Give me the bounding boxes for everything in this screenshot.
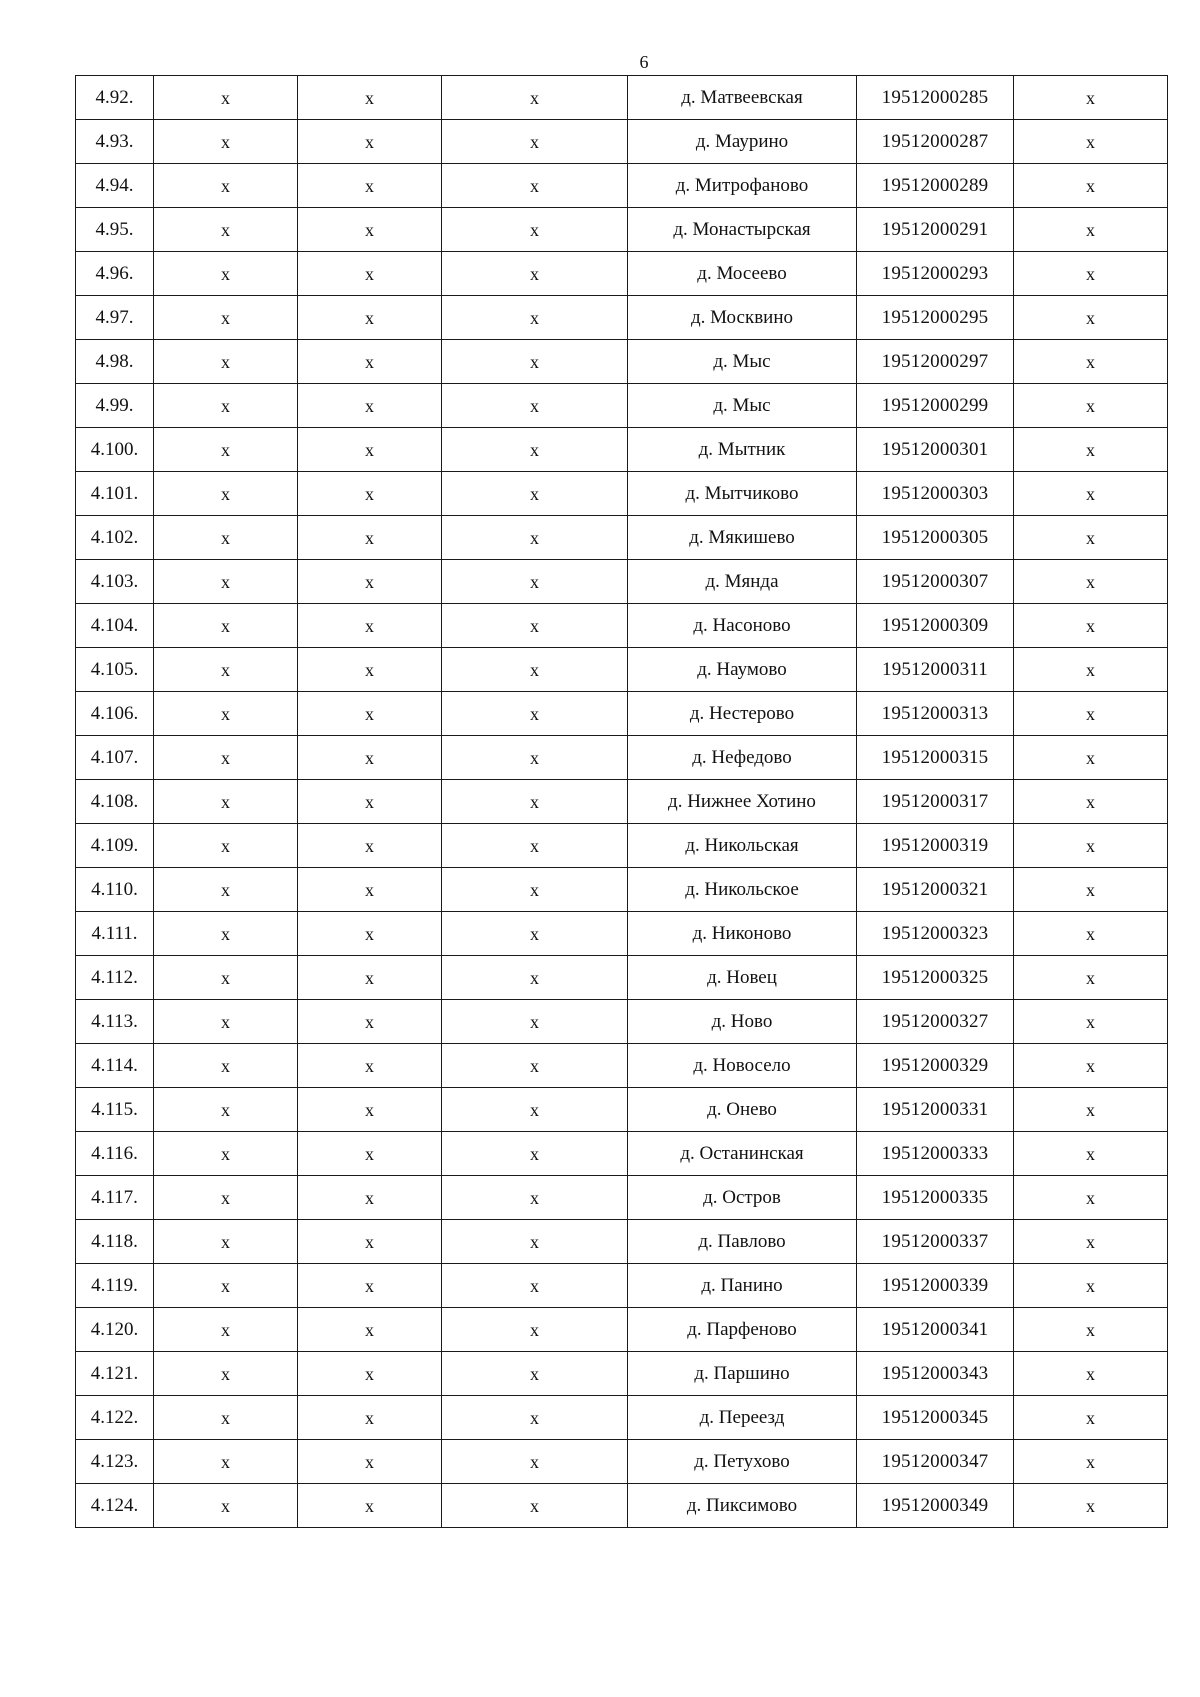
settlement-name-cell: д. Матвеевская (628, 76, 857, 120)
settlement-name-cell: д. Митрофаново (628, 164, 857, 208)
oktmo-code-cell: 19512000301 (857, 428, 1014, 472)
settlement-name-cell: д. Мянда (628, 560, 857, 604)
table-row (76, 604, 1168, 648)
table-row (76, 1044, 1168, 1088)
settlement-name-cell: д. Парфеново (628, 1308, 857, 1352)
row-number-cell: 4.102. (76, 516, 154, 560)
column-4-cell: х (442, 120, 628, 164)
table-row (76, 1440, 1168, 1484)
row-number-cell: 4.107. (76, 736, 154, 780)
column-2-cell: х (154, 384, 298, 428)
table-row (76, 1132, 1168, 1176)
table-row (76, 472, 1168, 516)
table-row (76, 560, 1168, 604)
column-4-cell: х (442, 1176, 628, 1220)
column-3-cell: х (298, 384, 442, 428)
column-2-cell: х (154, 1264, 298, 1308)
row-number-cell: 4.120. (76, 1308, 154, 1352)
oktmo-code-cell: 19512000327 (857, 1000, 1014, 1044)
table-row (76, 780, 1168, 824)
column-7-cell: х (1014, 296, 1168, 340)
oktmo-code-cell: 19512000295 (857, 296, 1014, 340)
column-2-cell: х (154, 604, 298, 648)
column-2-cell: х (154, 824, 298, 868)
table-row (76, 1308, 1168, 1352)
column-7-cell: х (1014, 1000, 1168, 1044)
row-number-cell: 4.124. (76, 1484, 154, 1528)
column-4-cell: х (442, 1132, 628, 1176)
column-7-cell: х (1014, 868, 1168, 912)
column-4-cell: х (442, 956, 628, 1000)
column-4-cell: х (442, 1088, 628, 1132)
column-7-cell: х (1014, 1396, 1168, 1440)
oktmo-code-cell: 19512000289 (857, 164, 1014, 208)
column-3-cell: х (298, 340, 442, 384)
table-row (76, 1220, 1168, 1264)
settlements-table (75, 75, 1168, 1528)
column-3-cell: х (298, 868, 442, 912)
column-4-cell: х (442, 384, 628, 428)
table-row (76, 1352, 1168, 1396)
column-7-cell: х (1014, 648, 1168, 692)
oktmo-code-cell: 19512000317 (857, 780, 1014, 824)
column-3-cell: х (298, 824, 442, 868)
row-number-cell: 4.94. (76, 164, 154, 208)
column-4-cell: х (442, 208, 628, 252)
row-number-cell: 4.93. (76, 120, 154, 164)
column-4-cell: х (442, 516, 628, 560)
column-3-cell: х (298, 516, 442, 560)
column-4-cell: х (442, 428, 628, 472)
column-3-cell: х (298, 912, 442, 956)
column-4-cell: х (442, 472, 628, 516)
column-7-cell: х (1014, 1440, 1168, 1484)
column-7-cell: х (1014, 120, 1168, 164)
oktmo-code-cell: 19512000307 (857, 560, 1014, 604)
row-number-cell: 4.113. (76, 1000, 154, 1044)
settlement-name-cell: д. Останинская (628, 1132, 857, 1176)
settlement-name-cell: д. Мякишево (628, 516, 857, 560)
column-3-cell: х (298, 76, 442, 120)
table-row (76, 824, 1168, 868)
row-number-cell: 4.105. (76, 648, 154, 692)
settlement-name-cell: д. Нижнее Хотино (628, 780, 857, 824)
table-row (76, 1000, 1168, 1044)
oktmo-code-cell: 19512000285 (857, 76, 1014, 120)
column-2-cell: х (154, 560, 298, 604)
column-2-cell: х (154, 1088, 298, 1132)
column-4-cell: х (442, 164, 628, 208)
table-row (76, 252, 1168, 296)
column-2-cell: х (154, 736, 298, 780)
settlement-name-cell: д. Насоново (628, 604, 857, 648)
column-4-cell: х (442, 560, 628, 604)
column-7-cell: х (1014, 1308, 1168, 1352)
column-4-cell: х (442, 1264, 628, 1308)
column-2-cell: х (154, 956, 298, 1000)
table-row (76, 1176, 1168, 1220)
column-3-cell: х (298, 252, 442, 296)
row-number-cell: 4.119. (76, 1264, 154, 1308)
row-number-cell: 4.110. (76, 868, 154, 912)
row-number-cell: 4.123. (76, 1440, 154, 1484)
column-4-cell: х (442, 824, 628, 868)
oktmo-code-cell: 19512000343 (857, 1352, 1014, 1396)
settlement-name-cell: д. Мосеево (628, 252, 857, 296)
column-7-cell: х (1014, 604, 1168, 648)
table-row (76, 692, 1168, 736)
column-7-cell: х (1014, 1132, 1168, 1176)
column-7-cell: х (1014, 472, 1168, 516)
oktmo-code-cell: 19512000339 (857, 1264, 1014, 1308)
column-3-cell: х (298, 1264, 442, 1308)
column-2-cell: х (154, 692, 298, 736)
column-2-cell: х (154, 780, 298, 824)
row-number-cell: 4.122. (76, 1396, 154, 1440)
table-row (76, 384, 1168, 428)
column-3-cell: х (298, 780, 442, 824)
column-7-cell: х (1014, 736, 1168, 780)
row-number-cell: 4.99. (76, 384, 154, 428)
column-7-cell: х (1014, 252, 1168, 296)
column-2-cell: х (154, 1220, 298, 1264)
column-3-cell: х (298, 428, 442, 472)
column-3-cell: х (298, 1000, 442, 1044)
row-number-cell: 4.109. (76, 824, 154, 868)
column-2-cell: х (154, 1396, 298, 1440)
table-row (76, 1088, 1168, 1132)
column-3-cell: х (298, 1220, 442, 1264)
settlement-name-cell: д. Переезд (628, 1396, 857, 1440)
table-row (76, 1396, 1168, 1440)
table-row (76, 516, 1168, 560)
column-3-cell: х (298, 648, 442, 692)
column-7-cell: х (1014, 1352, 1168, 1396)
oktmo-code-cell: 19512000331 (857, 1088, 1014, 1132)
row-number-cell: 4.98. (76, 340, 154, 384)
settlement-name-cell: д. Москвино (628, 296, 857, 340)
table-row (76, 648, 1168, 692)
oktmo-code-cell: 19512000347 (857, 1440, 1014, 1484)
oktmo-code-cell: 19512000337 (857, 1220, 1014, 1264)
table-body (76, 76, 1168, 1528)
column-2-cell: х (154, 648, 298, 692)
oktmo-code-cell: 19512000291 (857, 208, 1014, 252)
row-number-cell: 4.114. (76, 1044, 154, 1088)
settlement-name-cell: д. Мытник (628, 428, 857, 472)
column-3-cell: х (298, 120, 442, 164)
oktmo-code-cell: 19512000313 (857, 692, 1014, 736)
column-7-cell: х (1014, 956, 1168, 1000)
oktmo-code-cell: 19512000287 (857, 120, 1014, 164)
table-row (76, 428, 1168, 472)
oktmo-code-cell: 19512000349 (857, 1484, 1014, 1528)
column-2-cell: х (154, 1132, 298, 1176)
column-7-cell: х (1014, 692, 1168, 736)
column-7-cell: х (1014, 428, 1168, 472)
column-2-cell: х (154, 428, 298, 472)
column-2-cell: х (154, 296, 298, 340)
row-number-cell: 4.103. (76, 560, 154, 604)
column-4-cell: х (442, 1484, 628, 1528)
row-number-cell: 4.108. (76, 780, 154, 824)
settlement-name-cell: д. Наумово (628, 648, 857, 692)
oktmo-code-cell: 19512000293 (857, 252, 1014, 296)
column-2-cell: х (154, 912, 298, 956)
column-4-cell: х (442, 692, 628, 736)
settlement-name-cell: д. Онево (628, 1088, 857, 1132)
page-number: 6 (639, 52, 649, 72)
table-row (76, 164, 1168, 208)
column-3-cell: х (298, 296, 442, 340)
column-4-cell: х (442, 1396, 628, 1440)
column-2-cell: х (154, 1484, 298, 1528)
column-4-cell: х (442, 1440, 628, 1484)
column-2-cell: х (154, 1176, 298, 1220)
table-row (76, 76, 1168, 120)
oktmo-code-cell: 19512000305 (857, 516, 1014, 560)
column-4-cell: х (442, 912, 628, 956)
column-4-cell: х (442, 340, 628, 384)
row-number-cell: 4.118. (76, 1220, 154, 1264)
column-3-cell: х (298, 1440, 442, 1484)
column-3-cell: х (298, 736, 442, 780)
settlement-name-cell: д. Мытчиково (628, 472, 857, 516)
oktmo-code-cell: 19512000311 (857, 648, 1014, 692)
row-number-cell: 4.116. (76, 1132, 154, 1176)
column-4-cell: х (442, 648, 628, 692)
table-row (76, 1264, 1168, 1308)
column-7-cell: х (1014, 340, 1168, 384)
oktmo-code-cell: 19512000297 (857, 340, 1014, 384)
settlement-name-cell: д. Новец (628, 956, 857, 1000)
settlement-name-cell: д. Мыс (628, 384, 857, 428)
column-2-cell: х (154, 472, 298, 516)
table-row (76, 1484, 1168, 1528)
column-4-cell: х (442, 1352, 628, 1396)
table-row (76, 912, 1168, 956)
column-2-cell: х (154, 120, 298, 164)
oktmo-code-cell: 19512000299 (857, 384, 1014, 428)
table-row (76, 736, 1168, 780)
column-7-cell: х (1014, 1484, 1168, 1528)
row-number-cell: 4.92. (76, 76, 154, 120)
column-3-cell: х (298, 560, 442, 604)
table-row (76, 868, 1168, 912)
settlement-name-cell: д. Пиксимово (628, 1484, 857, 1528)
column-7-cell: х (1014, 780, 1168, 824)
column-3-cell: х (298, 208, 442, 252)
column-3-cell: х (298, 1044, 442, 1088)
settlement-name-cell: д. Павлово (628, 1220, 857, 1264)
oktmo-code-cell: 19512000303 (857, 472, 1014, 516)
column-3-cell: х (298, 1088, 442, 1132)
oktmo-code-cell: 19512000333 (857, 1132, 1014, 1176)
column-3-cell: х (298, 164, 442, 208)
column-3-cell: х (298, 956, 442, 1000)
settlement-name-cell: д. Петухово (628, 1440, 857, 1484)
oktmo-code-cell: 19512000309 (857, 604, 1014, 648)
row-number-cell: 4.100. (76, 428, 154, 472)
settlement-name-cell: д. Нестерово (628, 692, 857, 736)
column-3-cell: х (298, 1308, 442, 1352)
oktmo-code-cell: 19512000315 (857, 736, 1014, 780)
column-4-cell: х (442, 604, 628, 648)
column-7-cell: х (1014, 560, 1168, 604)
column-7-cell: х (1014, 208, 1168, 252)
column-4-cell: х (442, 252, 628, 296)
column-4-cell: х (442, 1000, 628, 1044)
settlement-name-cell: д. Монастырская (628, 208, 857, 252)
oktmo-code-cell: 19512000345 (857, 1396, 1014, 1440)
column-2-cell: х (154, 208, 298, 252)
column-2-cell: х (154, 252, 298, 296)
column-4-cell: х (442, 296, 628, 340)
row-number-cell: 4.101. (76, 472, 154, 516)
row-number-cell: 4.112. (76, 956, 154, 1000)
settlement-name-cell: д. Паршино (628, 1352, 857, 1396)
column-7-cell: х (1014, 1176, 1168, 1220)
oktmo-code-cell: 19512000323 (857, 912, 1014, 956)
column-7-cell: х (1014, 824, 1168, 868)
column-4-cell: х (442, 76, 628, 120)
oktmo-code-cell: 19512000335 (857, 1176, 1014, 1220)
column-2-cell: х (154, 868, 298, 912)
row-number-cell: 4.115. (76, 1088, 154, 1132)
column-4-cell: х (442, 1220, 628, 1264)
row-number-cell: 4.96. (76, 252, 154, 296)
oktmo-code-cell: 19512000319 (857, 824, 1014, 868)
column-7-cell: х (1014, 1220, 1168, 1264)
settlement-name-cell: д. Остров (628, 1176, 857, 1220)
settlement-name-cell: д. Никольское (628, 868, 857, 912)
column-3-cell: х (298, 604, 442, 648)
column-4-cell: х (442, 780, 628, 824)
column-7-cell: х (1014, 1044, 1168, 1088)
settlement-name-cell: д. Никоново (628, 912, 857, 956)
column-7-cell: х (1014, 516, 1168, 560)
column-4-cell: х (442, 1308, 628, 1352)
column-7-cell: х (1014, 76, 1168, 120)
oktmo-code-cell: 19512000321 (857, 868, 1014, 912)
column-2-cell: х (154, 516, 298, 560)
column-4-cell: х (442, 736, 628, 780)
table-row (76, 208, 1168, 252)
column-2-cell: х (154, 1308, 298, 1352)
column-7-cell: х (1014, 1264, 1168, 1308)
column-3-cell: х (298, 1352, 442, 1396)
row-number-cell: 4.97. (76, 296, 154, 340)
column-3-cell: х (298, 472, 442, 516)
settlement-name-cell: д. Никольская (628, 824, 857, 868)
column-3-cell: х (298, 1396, 442, 1440)
column-2-cell: х (154, 340, 298, 384)
row-number-cell: 4.106. (76, 692, 154, 736)
column-2-cell: х (154, 76, 298, 120)
column-7-cell: х (1014, 1088, 1168, 1132)
column-2-cell: х (154, 164, 298, 208)
table-row (76, 296, 1168, 340)
row-number-cell: 4.121. (76, 1352, 154, 1396)
column-7-cell: х (1014, 912, 1168, 956)
column-2-cell: х (154, 1440, 298, 1484)
column-3-cell: х (298, 1176, 442, 1220)
settlement-name-cell: д. Мыс (628, 340, 857, 384)
table-row (76, 120, 1168, 164)
column-3-cell: х (298, 1484, 442, 1528)
row-number-cell: 4.104. (76, 604, 154, 648)
column-2-cell: х (154, 1352, 298, 1396)
settlement-name-cell: д. Нефедово (628, 736, 857, 780)
row-number-cell: 4.117. (76, 1176, 154, 1220)
column-3-cell: х (298, 1132, 442, 1176)
oktmo-code-cell: 19512000325 (857, 956, 1014, 1000)
row-number-cell: 4.111. (76, 912, 154, 956)
column-7-cell: х (1014, 164, 1168, 208)
column-2-cell: х (154, 1044, 298, 1088)
column-7-cell: х (1014, 384, 1168, 428)
column-4-cell: х (442, 1044, 628, 1088)
table-row (76, 956, 1168, 1000)
settlement-name-cell: д. Новосело (628, 1044, 857, 1088)
table-row (76, 340, 1168, 384)
settlement-name-cell: д. Маурино (628, 120, 857, 164)
oktmo-code-cell: 19512000341 (857, 1308, 1014, 1352)
column-4-cell: х (442, 868, 628, 912)
settlement-name-cell: д. Панино (628, 1264, 857, 1308)
column-2-cell: х (154, 1000, 298, 1044)
column-3-cell: х (298, 692, 442, 736)
settlement-name-cell: д. Ново (628, 1000, 857, 1044)
oktmo-code-cell: 19512000329 (857, 1044, 1014, 1088)
row-number-cell: 4.95. (76, 208, 154, 252)
